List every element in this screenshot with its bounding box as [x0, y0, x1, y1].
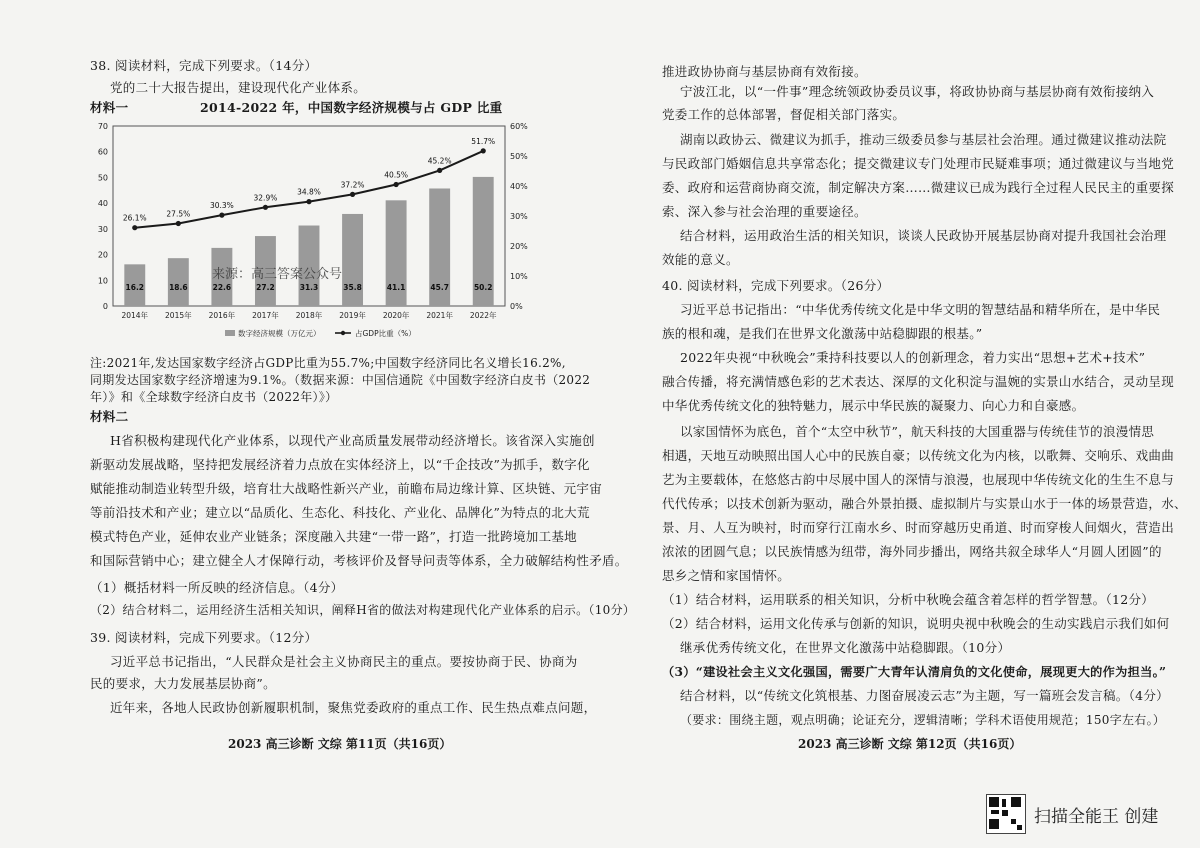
q40-line-9: 代代传承；以技术创新为驱动，融合外景拍摄、虚拟制片与实景山水于一体的场景营造，水、	[662, 496, 1187, 511]
x-axis-tick-label: 2018年	[295, 311, 323, 320]
left-axis-tick-label: 20	[97, 250, 108, 260]
bar-data-label: 41.1	[386, 283, 406, 292]
bar-data-label: 18.6	[169, 283, 188, 292]
q40-sub-2: （2）结合材料，运用文化传承与创新的知识，说明央视中秋晚会的生动实践启示我们如何	[662, 616, 1170, 631]
legend-line-label: 占GDP比重（%）	[355, 329, 416, 338]
q40-line-8: 艺为主要载体，在悠悠古韵中尽展中国人的深情与浪漫，也展现中华传统文化的生生不息与	[662, 472, 1175, 487]
q39-line-3: 近年来，各地人民政协创新履职机制，聚焦党委政府的重点工作、民生热点难点问题，	[110, 700, 597, 715]
q39-title: 39. 阅读材料，完成下列要求。（12分）	[90, 630, 318, 645]
gdp-share-point	[263, 205, 268, 210]
right-line-7: 索、深入参与社会治理的重要途径。	[662, 204, 867, 219]
q38-sub-1: （1）概括材料一所反映的经济信息。（4分）	[90, 580, 344, 595]
material2-line-2: 新驱动发展战略，坚持把发展经济着力点放在实体经济上，以“千企技改”为抓手，数字化	[90, 457, 590, 472]
x-axis-tick-label: 2021年	[426, 311, 453, 320]
q39-line-2: 民的要求，大力发展基层协商”。	[90, 676, 276, 691]
q40-line-10: 景、月、人互为映衬，时而穿行江南水乡、时而穿越历史甬道、时而穿梭人间烟火，营造出	[662, 520, 1175, 535]
q38-intro: 党的二十大报告提出，建设现代化产业体系。	[110, 80, 367, 95]
bar-data-label: 27.2	[256, 283, 275, 292]
right-axis-tick-label: 50%	[510, 152, 528, 161]
left-axis-tick-label: 0	[102, 302, 108, 311]
q40-line-11: 浓浓的团圆气息；以民族情感为纽带，海外同步播出，网络共叙全球华人“月圆人团圆”的	[662, 544, 1162, 559]
gdp-share-point	[176, 221, 181, 226]
legend-bar-swatch	[225, 330, 235, 336]
gdp-share-point	[481, 148, 486, 153]
gdp-share-point	[394, 182, 399, 187]
gdp-share-point	[132, 225, 137, 230]
bar-data-label: 50.2	[473, 283, 493, 292]
legend-bar-label: 数字经济规模（万亿元）	[238, 329, 321, 338]
line-data-label: 26.1%	[122, 213, 147, 223]
material2-line-3: 赋能推动制造业转型升级，培育壮大战略性新兴产业，前瞻布局边缘计算、区块链、元宇宙	[90, 481, 603, 496]
right-axis-tick-label: 10%	[510, 272, 528, 281]
q40-sub-3: （3）“建设社会主义文化强国，需要广大青年认清肩负的文化使命，展现更大的作为担当。”	[662, 665, 1167, 679]
q38-sub-2: （2）结合材料二，运用经济生活相关知识，阐释H省的做法对构建现代化产业体系的启示。（10分）	[90, 603, 636, 617]
q40-line-5: 中华优秀传统文化的独特魅力，展示中华民族的凝聚力、向心力和自豪感。	[662, 398, 1085, 413]
right-axis-tick-label: 60%	[510, 122, 528, 131]
right-axis-tick-label: 0%	[510, 302, 523, 311]
footer-page-12: 2023 高三诊断 文综 第12页（共16页）	[798, 737, 1022, 751]
x-axis-tick-label: 2019年	[339, 311, 366, 320]
line-data-label: 40.5%	[384, 170, 409, 180]
right-line-5: 与民政部门婚姻信息共享常态化；提交微建议专门处理市民疑难事项；通过微建议与当地党	[662, 156, 1175, 171]
gdp-share-point	[219, 213, 224, 218]
gdp-share-point	[350, 192, 355, 197]
material2-line-5: 模式特色产业，延伸农业产业链条；深度融入共建“一带一路”，打造一批跨境加工基地	[90, 529, 577, 544]
q40-sub-1: （1）结合材料，运用联系的相关知识，分析中秋晚会蕴含着怎样的哲学智慧。（12分）	[662, 592, 1155, 607]
scanner-label: 扫描全能王 创建	[1034, 806, 1159, 827]
q39-line-1: 习近平总书记指出，“人民群众是社会主义协商民主的重点。要按协商于民、协商为	[110, 654, 578, 669]
scanner-watermark	[986, 794, 1158, 834]
x-axis-tick-label: 2014年	[121, 311, 149, 320]
material2-line-1: H省积极构建现代化产业体系，以现代产业高质量发展带动经济增长。该省深入实施创	[110, 433, 595, 448]
bar-data-label: 31.3	[299, 283, 319, 292]
q40-line-3: 2022年央视“中秋晚会”秉持科技要以人的创新理念，着力实出“思想+艺术+技术”	[680, 350, 1146, 365]
chart-title: 2014-2022 年，中国数字经济规模与占 GDP 比重	[200, 100, 503, 115]
left-axis-tick-label: 10	[97, 276, 108, 286]
right-line-8: 结合材料，运用政治生活的相关知识，谈谈人民政协开展基层协商对提升我国社会治理	[680, 228, 1167, 243]
x-axis-tick-label: 2015年	[165, 311, 192, 320]
line-data-label: 32.9%	[253, 193, 278, 203]
q40-line-12: 思乡之情和家国情怀。	[662, 568, 791, 583]
right-axis-tick-label: 30%	[510, 212, 528, 221]
right-line-4: 湖南以政协云、微建议为抓手，推动三级委员参与基层社会治理。通过微建议推动法院	[680, 132, 1167, 147]
note-line-1: 注:2021年,发达国家数字经济占GDP比重为55.7%;中国数字经济同比名义增长16.2%,	[90, 356, 566, 370]
left-axis-tick-label: 50	[97, 173, 108, 183]
right-line-9: 效能的意义。	[662, 252, 739, 267]
gdp-share-point	[306, 199, 311, 204]
chart-svg	[85, 118, 545, 348]
footer-page-11: 2023 高三诊断 文综 第11页（共16页）	[228, 737, 452, 751]
material2-line-6: 和国际营销中心；建立健全人才保障行动，考核评价及督导问责等体系，全力破解结构性矛盾。	[90, 553, 628, 568]
left-axis-tick-label: 30	[97, 224, 108, 234]
right-axis-tick-label: 40%	[510, 182, 528, 191]
q40-sub-3-task: 结合材料，以“传统文化筑根基、力图奋展凌云志”为主题，写一篇班会发言稿。（4分）	[680, 688, 1169, 703]
left-axis-tick-label: 40	[97, 199, 108, 209]
right-page	[600, 0, 1200, 800]
q40-line-2: 族的根和魂，是我们在世界文化激荡中站稳脚跟的根基。”	[662, 326, 983, 341]
line-data-label: 37.2%	[340, 180, 365, 190]
line-data-label: 30.3%	[209, 201, 234, 211]
right-line-1: 推进政协协商与基层协商有效衔接。	[662, 64, 867, 79]
material2-line-4: 等前沿技术和产业；建立以“品质化、生态化、科技化、产业化、品牌化”为特点的北大荒	[90, 505, 590, 520]
q40-line-6: 以家国情怀为底色，首个“太空中秋节”，航天科技的大国重器与传统佳节的浪漫情思	[680, 424, 1155, 439]
line-data-label: 45.2%	[427, 156, 452, 166]
line-data-label: 51.7%	[471, 136, 496, 146]
bar-2019年	[342, 214, 363, 306]
q38-title: 38. 阅读材料，完成下列要求。（14分）	[90, 58, 318, 73]
q40-line-7: 相遇，天地互动映照出国人心中的民族自豪；以传统文化为内核，以歌舞、交响乐、戏曲曲	[662, 448, 1175, 463]
material2-label: 材料二	[90, 409, 129, 424]
q40-line-1: 习近平总书记指出：“中华优秀传统文化是中华文明的智慧结晶和精华所在，是中华民	[680, 302, 1161, 317]
q40-line-4: 融合传播，将充满情感色彩的艺术表达、深厚的文化积淀与温婉的实景山水结合，灵动呈现	[662, 374, 1175, 389]
left-axis-tick-label: 60	[97, 147, 108, 157]
x-axis-tick-label: 2016年	[208, 311, 236, 320]
bar-data-label: 35.8	[343, 283, 362, 292]
note-line-3: 年）》和《全球数字经济白皮书（2022年）》）	[90, 390, 338, 404]
line-data-label: 27.5%	[166, 209, 191, 219]
note-line-2: 同期发达国家数字经济增速为9.1%。（数据来源：中国信通院《中国数字经济白皮书（2022	[90, 373, 591, 387]
right-line-6: 委、政府和运营商协商交流，制定解决方案……微建议已成为践行全过程人民民主的重要探	[662, 180, 1175, 195]
source-watermark: 来源：高三答案公众号	[212, 267, 343, 282]
bar-data-label: 22.6	[212, 283, 232, 292]
bar-data-label: 45.7	[430, 283, 449, 292]
q40-sub-3-requirements: （要求：围绕主题，观点明确；论证充分，逻辑清晰；学科术语使用规范；150字左右。）	[680, 713, 1166, 727]
digital-economy-chart	[85, 118, 545, 348]
right-line-3: 党委工作的总体部署，督促相关部门落实。	[662, 107, 906, 122]
gdp-share-point	[437, 168, 442, 173]
x-axis-tick-label: 2020年	[382, 311, 410, 320]
line-data-label: 34.8%	[297, 187, 321, 197]
bar-data-label: 16.2	[125, 283, 145, 292]
qr-code-icon	[986, 794, 1026, 834]
material1-label: 材料一	[90, 100, 129, 115]
right-axis-tick-label: 20%	[510, 242, 528, 251]
q40-sub-2-cont: 继承优秀传统文化，在世界文化激荡中站稳脚跟。（10分）	[680, 640, 1011, 655]
x-axis-tick-label: 2017年	[252, 311, 279, 320]
right-line-2: 宁波江北，以“一件事”理念统领政协委员议事，将政协协商与基层协商有效衔接纳入	[680, 84, 1155, 99]
q40-title: 40. 阅读材料，完成下列要求。（26分）	[662, 278, 890, 293]
x-axis-tick-label: 2022年	[469, 311, 497, 320]
left-axis-tick-label: 70	[97, 122, 108, 131]
legend-line-marker	[341, 331, 345, 335]
